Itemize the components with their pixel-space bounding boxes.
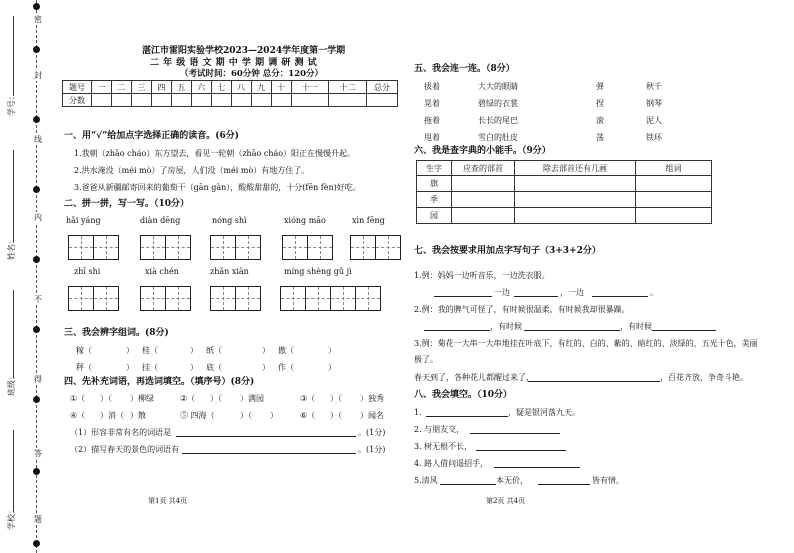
pinyin: xìn fēng — [352, 216, 385, 225]
exam-info: （考试时间：60分钟 总分：120分） — [180, 69, 324, 79]
pinyin: míng shèng gǔ jì — [284, 267, 352, 276]
pinyin: diàn dēng — [140, 216, 181, 225]
q6-title: 六、我是查字典的小能手。（9分） — [414, 146, 551, 156]
page-number-left: 第1页 共4页 — [148, 497, 188, 505]
pinyin: zhǎn xiàn — [210, 267, 249, 276]
pinyin: nóng shì — [212, 216, 247, 225]
seal-char: 题 — [34, 515, 42, 524]
q7-title: 七、我会按要求用加点字写句子（3+3+2分） — [414, 246, 601, 256]
pinyin: xià chén — [145, 267, 179, 276]
q4-title: 四、先补充词语，再选词填空。（填序号）(8分) — [64, 377, 255, 387]
q8-title: 八、我会填空。（10分） — [414, 390, 513, 400]
class-label: 班级： — [7, 372, 16, 396]
class-field[interactable] — [13, 290, 14, 378]
seal-char: 内 — [34, 213, 42, 222]
writing-grid[interactable] — [140, 286, 191, 311]
q2-title: 二、拼一拼，写一写。（10分） — [64, 199, 190, 209]
q1-line: 3.爸爸从新疆邮寄回来的葡萄干（gān gàn），酸酸甜甜的，十分(fēn fèn)好吃。 — [74, 183, 361, 192]
q3-item: 稼（ — [76, 346, 92, 355]
page-number-right: 第2页 共4页 — [486, 497, 526, 505]
q4-fill2: （2）描写春天的景色的词语有 — [70, 445, 180, 454]
q3-item: 作（ — [278, 363, 294, 372]
q4-fill1: （1）形容非常有名的词语是 — [70, 428, 172, 437]
q1-title: 一、用“√”给加点字选择正确的读音。(6分) — [64, 131, 240, 141]
seal-char: 线 — [34, 135, 42, 144]
seal-char: 得 — [34, 375, 42, 384]
seal-char: 封 — [34, 71, 42, 80]
q5-title: 五、我会连一连。（8分） — [414, 64, 515, 74]
q4-fill1-blank[interactable] — [176, 427, 356, 437]
writing-grid[interactable] — [350, 235, 401, 260]
q3-item: 纸（ — [206, 346, 222, 355]
q3-item: 秤（ — [76, 363, 92, 372]
q3-item: 傲（ — [278, 346, 294, 355]
q3-item: 底（ — [206, 363, 222, 372]
writing-grid[interactable] — [280, 286, 381, 311]
writing-grid[interactable] — [68, 235, 119, 260]
student-id-label: 学号： — [7, 92, 16, 116]
student-id-field[interactable] — [13, 16, 14, 96]
q1-line: 2.洪水淹没（méi mò）了房屋，人们没（méi mò）有地方住了。 — [74, 166, 310, 175]
q1-line: 1.我朝（zhāo cháo）东方望去，看见一轮朝（zhāo cháo）阳正在慢慢升起。 — [74, 149, 356, 158]
dictionary-table: 生字 应查的部首 除去部首还有几画 组词 旗 季 园 — [416, 160, 712, 224]
score-table: 题号 一 二 三 四 五 六 七 八 九 十 十一 十二 总分 分数 — [62, 80, 398, 107]
pinyin: hǎi yáng — [66, 216, 101, 225]
q3-item: 桂（ — [142, 346, 158, 355]
q3-title: 三、我会辨字组词。(8分) — [64, 328, 169, 338]
writing-grid[interactable] — [282, 235, 333, 260]
name-field[interactable] — [13, 150, 14, 242]
pinyin: zhī shi — [74, 267, 101, 276]
school-label: 学校： — [7, 506, 16, 530]
seal-char: 密 — [34, 15, 42, 24]
q3-item: 挂（ — [142, 363, 158, 372]
school-field[interactable] — [13, 430, 14, 512]
pinyin: xióng māo — [284, 216, 326, 225]
seal-char: 答 — [34, 449, 42, 458]
q4-fill2-blank[interactable] — [182, 444, 356, 454]
writing-grid[interactable] — [140, 235, 191, 260]
school-title: 湛江市雷阳实验学校2023—2024学年度第一学期 — [142, 46, 346, 56]
seal-char: 不 — [34, 295, 42, 304]
exam-title: 二 年 级 语 文 期 中 学 期 调 研 测 试 — [150, 58, 318, 68]
writing-grid[interactable] — [210, 286, 261, 311]
writing-grid[interactable] — [210, 235, 261, 260]
writing-grid[interactable] — [68, 286, 119, 311]
name-label: 姓名： — [7, 236, 16, 260]
